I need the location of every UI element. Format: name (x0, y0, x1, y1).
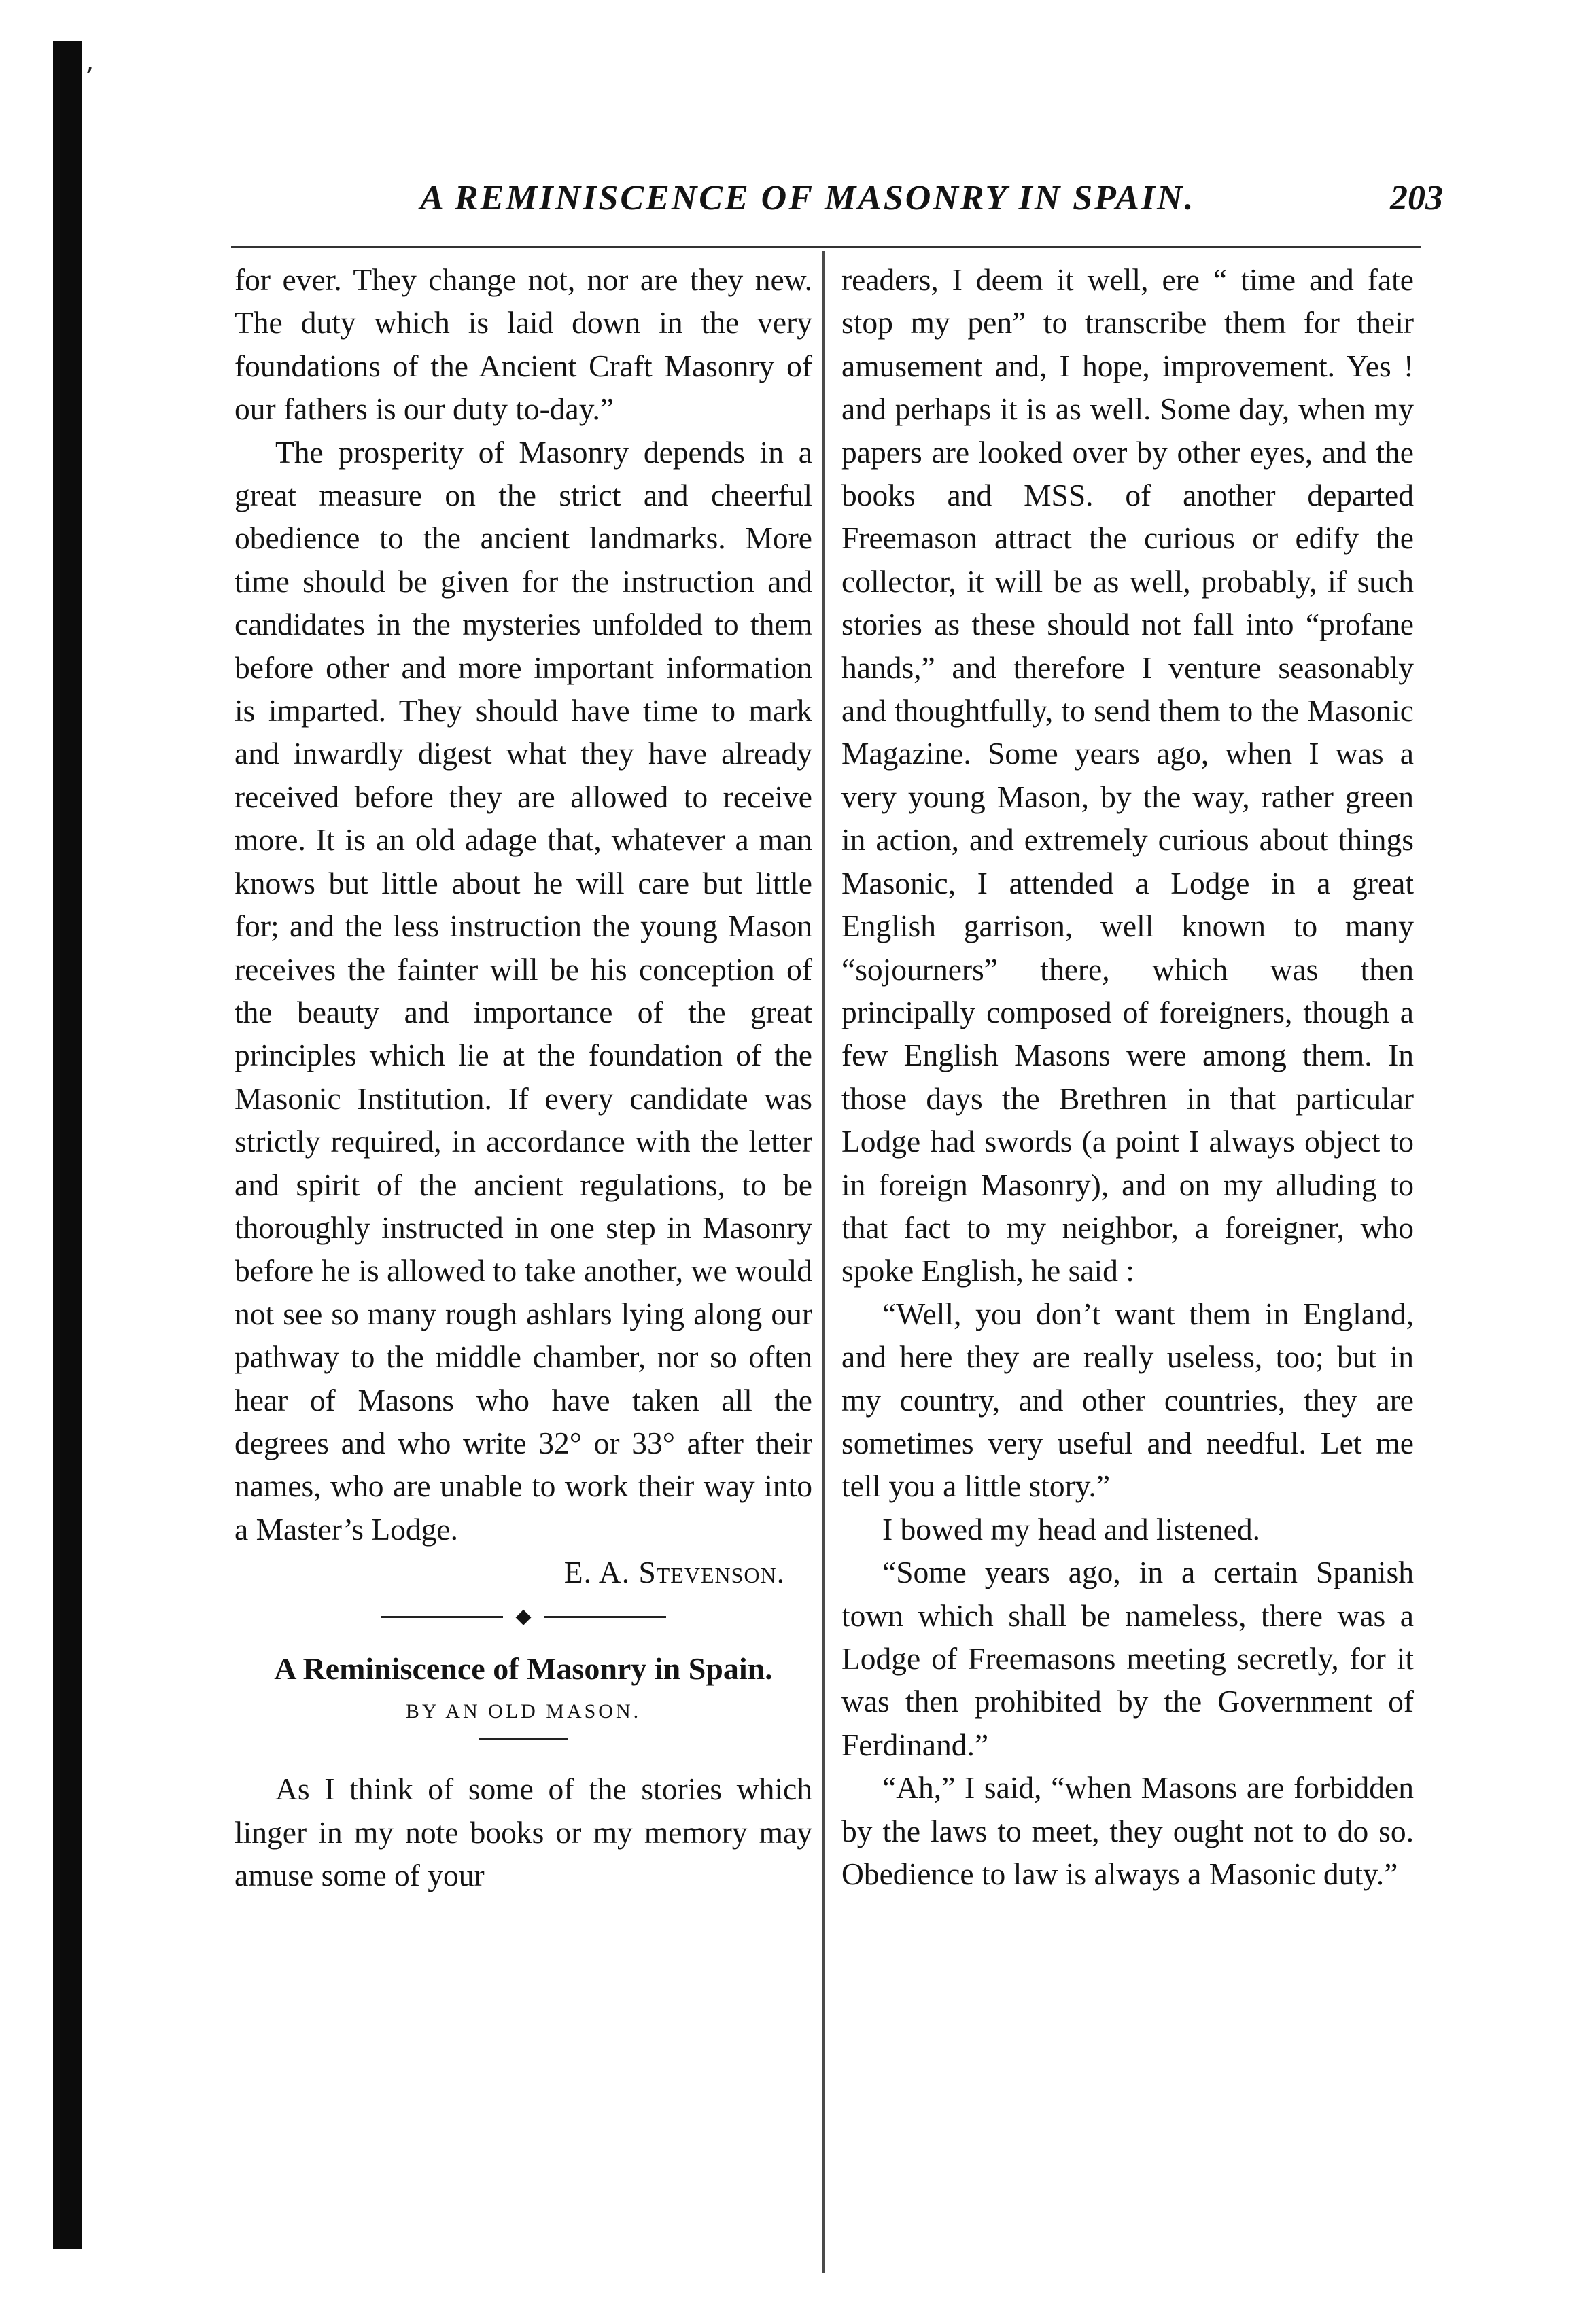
left-paragraph: The prosperity of Masonry depends in a great measure on the strict and cheerful obedience to the ancient landmarks. More time should be given for the instruction and candidates in the mysteries unfolded to them before other and more important information is imparted. They should have time to mark and inwardly digest what they have already received before they are allowed to receive more. It is an old adage that, whatever a man knows but little about he will care but little for; and the less instruction the young Mason receives the fainter will be his conception of the beauty and importance of the great principles which lie at the foundation of the Masonic Institution. If every candidate was strictly required, in accordance with the letter and spirit of the ancient regulations, to be thoroughly instructed in one step in Masonry before he is allowed to take another, we would not see so many rough ashlars lying along our pathway to the middle chamber, nor so often hear of Masons who have taken all the degrees and who write 32° or 33° after their names, who are unable to work their way into a Master’s Lodge. (235, 434, 812, 1547)
divider-ornament-icon: ◆ (503, 1606, 544, 1627)
article-opening-paragraph: As I think of some of the stories which linger in my note books or my memory may amuse some of your (235, 1772, 812, 1893)
column-divider (822, 251, 825, 2273)
left-column (235, 258, 812, 1897)
section-divider (235, 1604, 812, 1631)
article-byline: BY AN OLD MASON. (405, 1700, 642, 1723)
left-paragraph: for ever. They change not, nor are they new. The duty which is laid down in the very foundations of the Ancient Craft Masonry of our fathers is our duty to-day.” (235, 262, 812, 427)
page-header (216, 178, 1443, 219)
right-paragraph: readers, I deem it well, ere “ time and fate stop my pen” to transcribe them for their amusement and, I hope, improvement. Yes ! and perhaps it is as well. Some day, when my papers are looked over by other eyes, and the books and MSS. of another departed Freemason attract the curious or edify the collector, it will be as well, probably, if such stories as these should not fall into “profane hands,” and therefore I venture seasonably and thoughtfully, to send them to the Masonic Magazine. Some years ago, when I was a very young Mason, by the way, rather green in action, and extremely curious about things Masonic, I attended a Lodge in a great English garrison, well known to many “sojourners” there, which was then principally composed of foreigners, though a few English Masons were among them. In those days the Brethren in that particular Lodge had swords (a point I always object to in foreign Masonry), and on my alluding to that fact to my neighbor, a foreigner, who spoke English, he said : (841, 262, 1414, 1288)
right-paragraph: “Well, you don’t want them in England, and here they are really useless, too; but in my country, and other countries, they are sometimes very useful and needful. Let me tell you a little story.” (841, 1296, 1414, 1504)
right-paragraph: “Some years ago, in a certain Spanish town which shall be nameless, there was a Lodge of Freemasons meeting secretly, for it was then prohibited by the Government of Ferdinand.” (841, 1555, 1414, 1762)
binding-mark: ʼ (84, 63, 93, 94)
author-signature: E. A. Stevenson. (563, 1555, 785, 1590)
right-column (841, 258, 1414, 1895)
right-paragraph: “Ah,” I said, “when Masons are forbidden by the laws to meet, they ought not to do so. Obedience to law is always a Masonic duty.” (841, 1770, 1414, 1892)
article-title: A Reminiscence of Masonry in Spain. (274, 1651, 773, 1686)
running-title: A REMINISCENCE OF MASONRY IN SPAIN. (420, 179, 1196, 217)
page-number: 203 (1390, 179, 1443, 217)
header-rule (231, 246, 1421, 248)
right-paragraph: I bowed my head and listened. (882, 1511, 1260, 1547)
byline-rule (479, 1738, 568, 1740)
page-binding-edge (53, 41, 82, 2249)
